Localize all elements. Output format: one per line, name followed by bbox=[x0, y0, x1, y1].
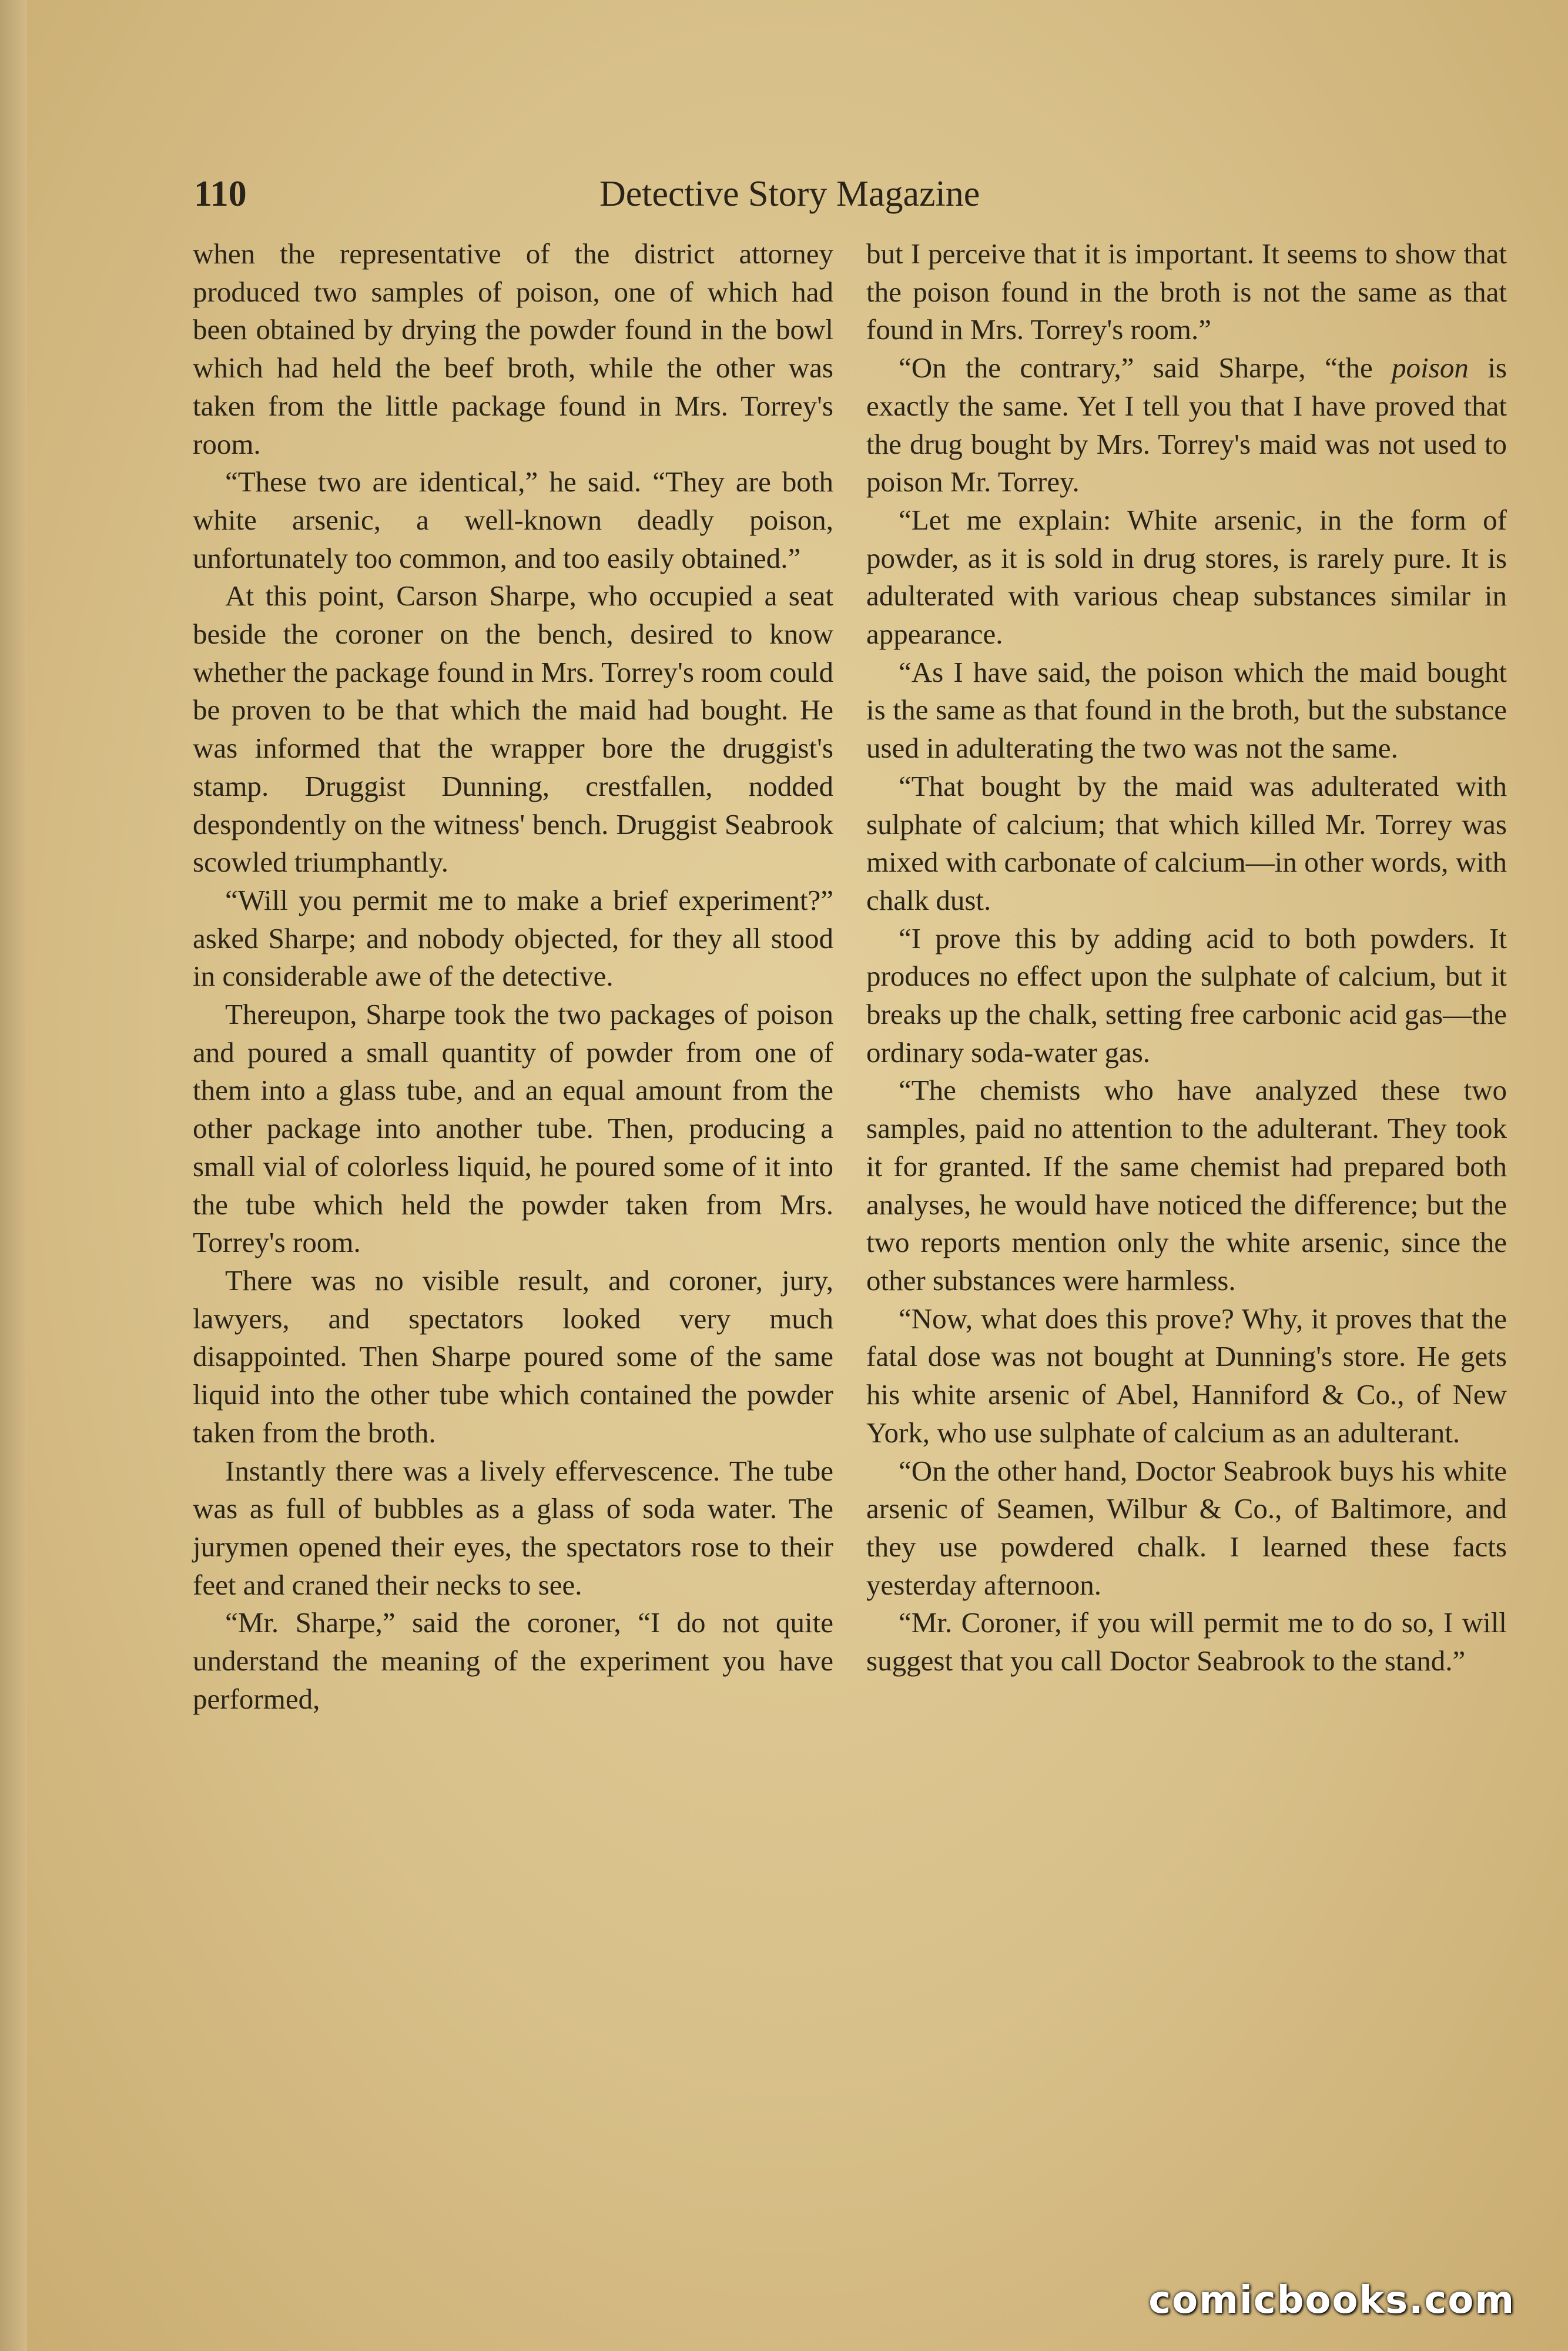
watermark: comicbooks.com bbox=[1148, 2279, 1515, 2322]
paragraph: but I perceive that it is important. It seems to show that the poison found in the broth is not the same as that found in Mrs. Torrey's room.” bbox=[866, 237, 1507, 346]
paragraph: “The chemists who have analyzed these two samples, paid no attention to the adulterant. They took it for granted. If the same chemist had prepared both analyses, he would have noticed the difference; but the two reports mention only the white arsenic, since the other substances were harmless. bbox=[866, 1074, 1507, 1297]
running-title: Detective Story Magazine bbox=[599, 174, 980, 214]
paragraph: “Mr. Coroner, if you will permit me to do so, I will suggest that you call Doctor Seabrook to the stand.” bbox=[866, 1606, 1507, 1677]
page-edge bbox=[0, 0, 27, 2351]
paragraph: “These two are identical,” he said. “They are both white arsenic, a well-known deadly poison, unfortunately too common, and too easily obtained.” bbox=[193, 465, 833, 574]
left-column bbox=[193, 235, 833, 1718]
paragraph: “As I have said, the poison which the maid bought is the same as that found in the broth, but the substance used in adulterating the two was not the same. bbox=[866, 655, 1507, 765]
paragraph: “Mr. Sharpe,” said the coroner, “I do not quite understand the meaning of the experiment you have performed, bbox=[193, 1606, 833, 1715]
page-number: 110 bbox=[194, 174, 247, 214]
paragraph: “That bought by the maid was adulterated with sulphate of calcium; that which killed Mr. Torrey was mixed with carbonate of calcium—in other words, with chalk dust. bbox=[866, 769, 1507, 916]
page-header bbox=[194, 168, 1099, 220]
paragraph: when the representative of the district attorney produced two samples of poison, one of which had been obtained by drying the powder found in the bowl which had held the beef broth, while the other was taken from the little package found in Mrs. Torrey's room. bbox=[193, 237, 833, 460]
paragraph: “I prove this by adding acid to both powders. It produces no effect upon the sulphate of calcium, but it breaks up the chalk, setting free carbonic acid gas—the ordinary soda-water gas. bbox=[866, 922, 1507, 1069]
text-run: is exactly the same. Yet I tell you that I have proved that the drug bought by Mrs. Torrey's maid was not used to poison Mr. Torrey. bbox=[866, 351, 1507, 498]
paragraph: Instantly there was a lively effervescence. The tube was as full of bubbles as a glass of soda water. The jurymen opened their eyes, the spectators rose to their feet and craned their necks to see. bbox=[193, 1454, 833, 1601]
paragraph bbox=[866, 349, 1507, 501]
paragraph: At this point, Carson Sharpe, who occupied a seat beside the coroner on the bench, desired to know whether the package found in Mrs. Torrey's room could be proven to be that which the maid had bought. He was informed that the wrapper bore the druggist's stamp. Druggist Dunning, crestfallen, nodded despondently on the witness' bench. Druggist Seabrook scowled triumphantly. bbox=[193, 580, 833, 879]
paragraph: “Will you permit me to make a brief experiment?” asked Sharpe; and nobody objected, for they all stood in considerable awe of the detective. bbox=[193, 883, 833, 993]
paragraph: “On the other hand, Doctor Seabrook buys his white arsenic of Seamen, Wilbur & Co., of Baltimore, and they use powdered chalk. I learned these facts yesterday afternoon. bbox=[866, 1454, 1507, 1601]
paragraph: There was no visible result, and coroner, jury, lawyers, and spectators looked very much disappointed. Then Sharpe poured some of the same liquid into the other tube which contained the powder taken from the broth. bbox=[193, 1264, 833, 1449]
paragraph: “Now, what does this prove? Why, it proves that the fatal dose was not bought at Dunning's store. He gets his white arsenic of Abel, Hanniford & Co., of New York, who use sulphate of calcium as an adulterant. bbox=[866, 1302, 1507, 1449]
right-column bbox=[866, 235, 1507, 1680]
paragraph: “Let me explain: White arsenic, in the form of powder, as it is sold in drug stores, is rarely pure. It is adulterated with various cheap substances similar in appearance. bbox=[866, 503, 1507, 651]
paragraph: Thereupon, Sharpe took the two packages of poison and poured a small quantity of powder from one of them into a glass tube, and an equal amount from the other package into another tube. Then, producing a small vial of colorless liquid, he poured some of it into the tube which held the powder taken from Mrs. Torrey's room. bbox=[193, 998, 833, 1259]
emphasis-text: poison bbox=[1392, 351, 1469, 384]
text-run: “On the contrary,” said Sharpe, “the bbox=[899, 351, 1392, 384]
